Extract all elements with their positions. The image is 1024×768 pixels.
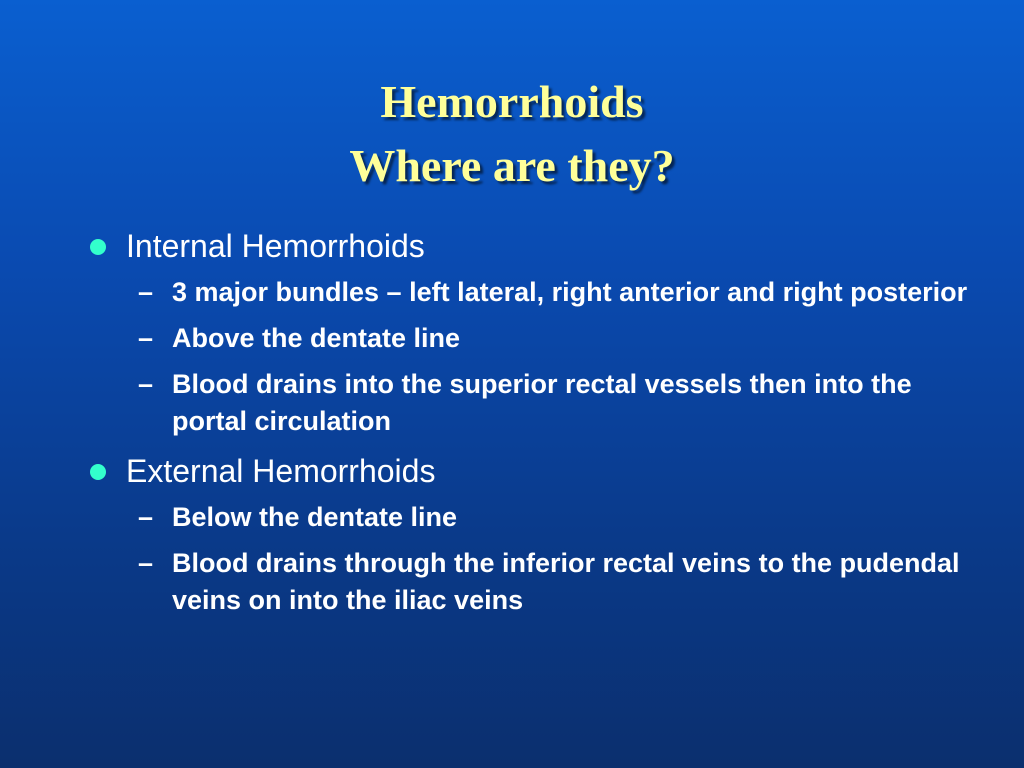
dash-icon: – [138, 369, 154, 399]
bullet-item [88, 224, 968, 268]
sub-item [88, 545, 968, 619]
sub-item [88, 366, 968, 440]
dash-icon: – [138, 548, 154, 578]
sub-item [88, 274, 968, 311]
bullet-item [88, 449, 968, 493]
slide-title [0, 70, 1024, 198]
bullet-heading: External Hemorrhoids [126, 453, 436, 489]
section-external [88, 449, 968, 619]
sub-item-text: Above the dentate line [172, 323, 461, 353]
sub-item-text: 3 major bundles – left lateral, right anterior and right posterior [172, 277, 968, 307]
slide-body [88, 224, 968, 628]
bullet-dot-icon [90, 239, 106, 255]
bullet-dot-icon [90, 464, 106, 480]
sub-item-text: Below the dentate line [172, 502, 458, 532]
dash-icon: – [138, 502, 154, 532]
sub-item-text: Blood drains into the superior rectal vessels then into the portal circulation [172, 369, 912, 436]
title-line-2: Where are they? [349, 140, 675, 191]
sub-item-text: Blood drains through the inferior rectal veins to the pudendal veins on into the iliac veins [172, 548, 960, 615]
section-internal [88, 224, 968, 440]
bullet-heading: Internal Hemorrhoids [126, 228, 425, 264]
title-line-1: Hemorrhoids [380, 76, 644, 127]
sub-item [88, 320, 968, 357]
dash-icon: – [138, 277, 154, 307]
dash-icon: – [138, 323, 154, 353]
sub-item [88, 499, 968, 536]
